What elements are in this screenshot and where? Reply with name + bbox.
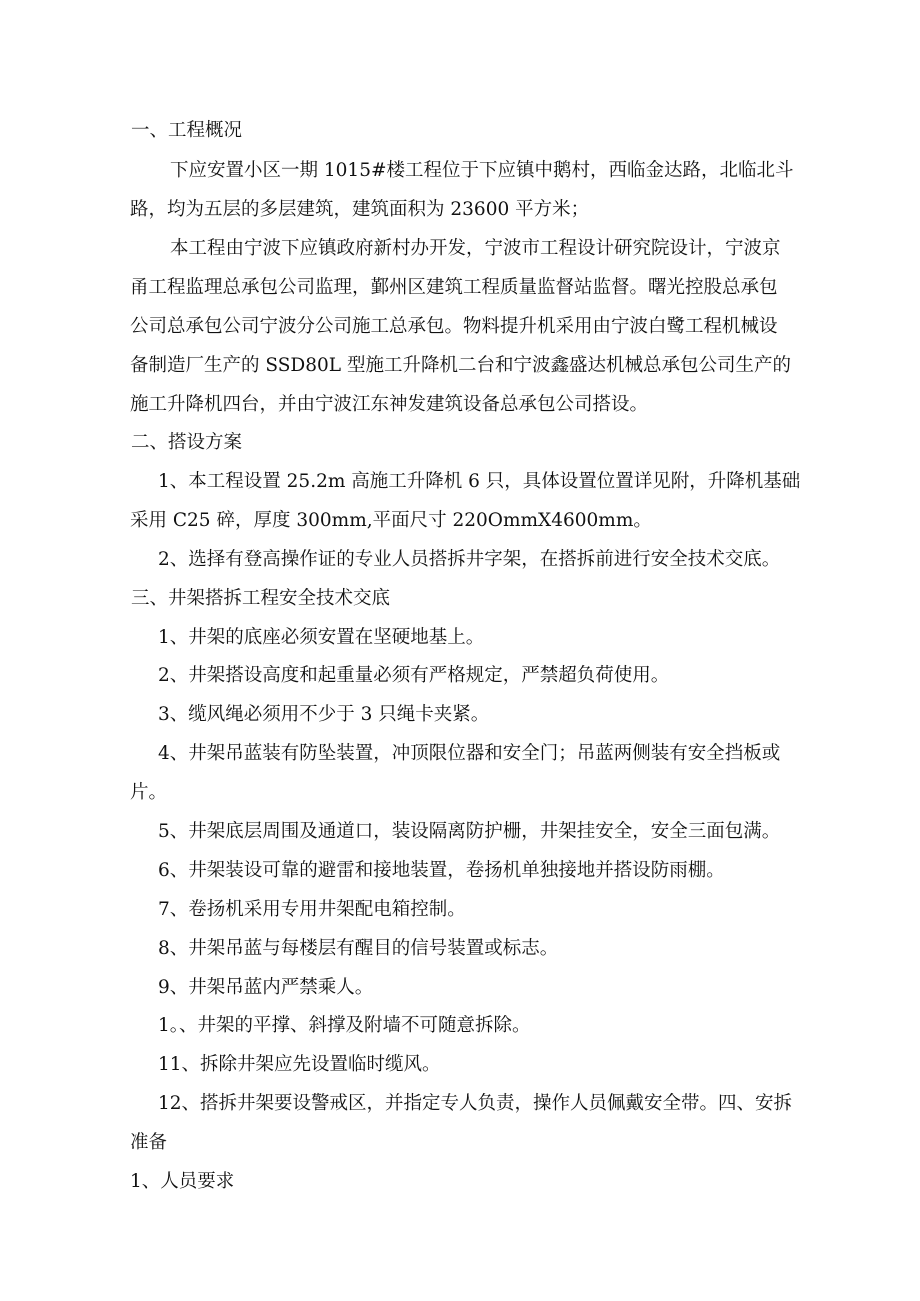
section-3-item-11: 11、拆除井架应先设置临时缆风。 <box>158 1054 441 1075</box>
section-3-item-12-line-2: 准备 <box>130 1132 168 1153</box>
subheading-personnel: 1、人员要求 <box>130 1171 235 1192</box>
section-3-item-3: 3、缆风绳必须用不少于 3 只绳卡夹紧。 <box>158 704 490 725</box>
section-3-item-12-line-1: 12、搭拆井架要设警戒区，并指定专人负责，操作人员佩戴安全带。四、安拆 <box>158 1093 793 1114</box>
section-1-para-2-line-2: 甬工程监理总承包公司监理，鄞州区建筑工程质量监督站监督。曙光控股总承包 <box>130 277 778 298</box>
section-3-heading: 三、井架搭拆工程安全技术交底 <box>131 588 391 609</box>
section-1-heading: 一、工程概况 <box>131 120 243 141</box>
section-2-item-2: 2、选择有登高操作证的专业人员搭拆井字架，在搭拆前进行安全技术交底。 <box>158 549 781 570</box>
section-1-para-1-line-1: 下应安置小区一期 1015#楼工程位于下应镇中鹅村，西临金达路，北临北斗 <box>170 160 794 181</box>
section-2-item-1-line-1: 1、本工程设置 25.2m 高施工升降机 6 只，具体设置位置详见附，升降机基础 <box>158 471 801 492</box>
section-1-para-2-line-3: 公司总承包公司宁波分公司施工总承包。物料提升机采用由宁波白鹭工程机械设 <box>130 316 778 337</box>
section-3-item-2: 2、井架搭设高度和起重量必须有严格规定，严禁超负荷使用。 <box>158 665 670 686</box>
section-1-para-2-line-4: 备制造厂生产的 SSD80L 型施工升降机二台和宁波鑫盛达机械总承包公司生产的 <box>130 355 791 376</box>
section-3-item-6: 6、井架装设可靠的避雷和接地装置，卷扬机单独接地并搭设防雨棚。 <box>158 860 725 881</box>
section-3-item-9: 9、井架吊蓝内严禁乘人。 <box>158 977 374 998</box>
section-3-item-1: 1、井架的底座必须安置在坚硬地基上。 <box>158 627 485 648</box>
section-1-para-2-line-1: 本工程由宁波下应镇政府新村办开发，宁波市工程设计研究院设计，宁波京 <box>170 238 781 259</box>
section-3-item-10: 1。、井架的平撑、斜撑及附墙不可随意拆除。 <box>158 1015 531 1036</box>
section-3-item-4-line-1: 4、井架吊蓝装有防坠装置，冲顶限位器和安全门；吊蓝两侧装有安全挡板或 <box>158 743 781 764</box>
section-1-para-1-line-2: 路，均为五层的多层建筑，建筑面积为 23600 平方米； <box>130 199 590 220</box>
section-2-item-1-line-2: 采用 C25 碎，厚度 300mm,平面尺寸 220OmmX4600mm。 <box>130 510 652 531</box>
section-3-item-7: 7、卷扬机采用专用井架配电箱控制。 <box>158 899 466 920</box>
section-3-item-4-line-2: 片。 <box>130 782 168 803</box>
section-3-item-5: 5、井架底层周围及通道口，装设隔离防护栅，井架挂安全，安全三面包满。 <box>158 821 781 842</box>
section-3-item-8: 8、井架吊蓝与每楼层有醒目的信号装置或标志。 <box>158 938 559 959</box>
section-1-para-2-line-5: 施工升降机四台，并由宁波江东神发建筑设备总承包公司搭设。 <box>130 394 649 415</box>
section-2-heading: 二、搭设方案 <box>131 432 243 453</box>
